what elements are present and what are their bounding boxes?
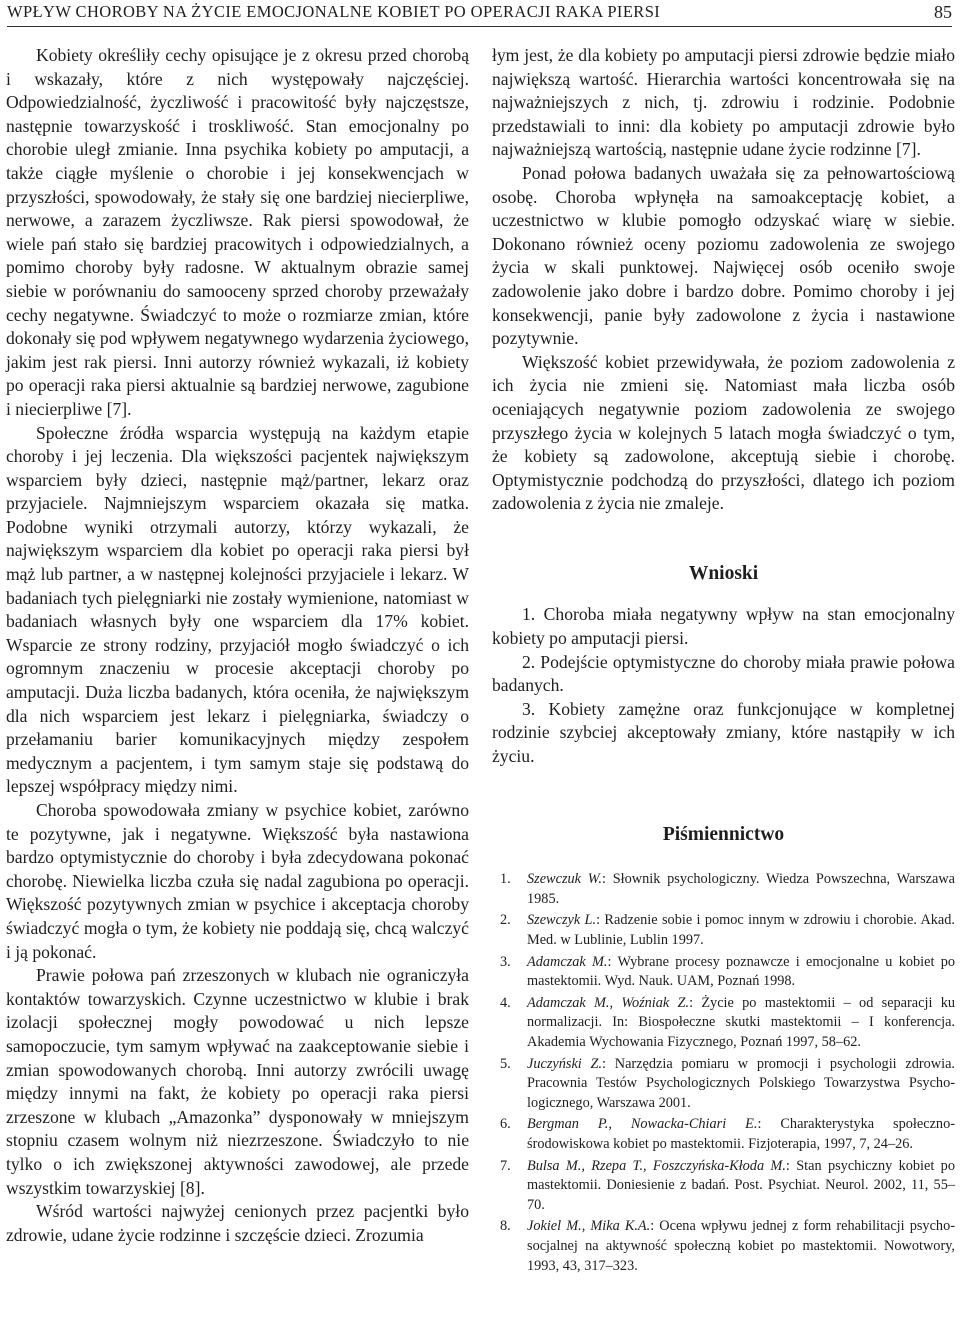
reference-number: 7. [500,1157,511,1174]
reference-author: Bergman P., Nowacka-Chiari E. [527,1116,758,1133]
conclusion-item: 1. Choroba miała negatywny wpływ na stan emocjonalny kobiety po amputacji piersi. [492,604,955,649]
reference-number: 1. [500,871,511,888]
reference-author: Adamczak M. [527,953,608,970]
references-heading: Piśmiennictwo [662,823,785,845]
reference-number: 2. [500,912,511,929]
body-paragraph: łym jest, że dla kobiety po amputacji piersi zdrowie będzie miało największą wartość. Hierarchia wartości koncentrowała się na najważniejszych z nich, tj. zdrowiu i rodzinie. Podobnie przedstawiali to inni: dla kobiety po amputacji zdrowie było najważniejszą wartością, następnie udane życie rodzinne [7]. [492,45,955,160]
conclusions-heading: Wnioski [688,562,759,584]
running-header [7,0,952,27]
reference-item [492,1217,955,1276]
body-paragraph: Społeczne źródła wsparcia występują na każdym etapie choroby i jej leczenia. Dla większości pacjentek największym wsparciem były dzieci, następnie mąż/partner, lekarz oraz przyjaciele. Najmniejszym wsparciem okazała się matka. Podobne wyniki otrzymali autorzy, którzy wykazali, że największym wsparciem dla kobiet po operacji raka piersi był mąż lub partner, a w następnej kolejności przyjaciele i lekarz. W badaniach tych pielęgniarki nie zostały wymienione, natomiast w badaniach własnych były one wsparciem dla 17% kobiet. Wsparcie ze strony rodziny, przyjaciół mogło świadczyć o ich ogromnym znaczeniu w procesie akceptacji choroby po amputacji. Duża liczba badanych, która oceniła, że największym dla nich wsparciem jest lekarz i pielęgniarka, świadczy o przełamaniu barier komunikacyjnych między zespołem medycznym a pacjentem, i tym samym staje się podstawą do lepszej współpracy między nimi. [6,422,469,797]
reference-author: Juczyński Z. [527,1055,603,1072]
body-paragraph: Kobiety określiły cechy opisujące je z okresu przed chorobą i wskazały, które z nich występowały najczęściej. Odpowiedzialność, życzliwość i pracowitość były najczęstsze, następnie towarzyskość i troskliwość. Stan emocjonalny po chorobie uległ zmianie. Inna psychika kobiety po amputacji, a także ciągłe myślenie o chorobie i jej konsekwencjach w przyszłości, spowodowały, że stały się one bardziej niecierpliwe, nerwowe, a zarazem życzliwsze. Rak piersi spowodował, że wiele pań stało się bardziej pracowitych i odpowiedzialnych, a pomimo choroby były radosne. W aktualnym obrazie samej siebie w porównaniu do samooceny sprzed choroby przeważały cechy negatywne. Świadczyć to może o rozmiarze zmian, które dokonały się pod wpływem negatywnego wydarzenia życiowego, jakim jest rak piersi. Inni autorzy również wykazali, iż kobiety po operacji raka piersi aktualnie są bardziej nerwowe, zagubione i niecierpliwe [7]. [6,45,469,419]
body-paragraph: Większość kobiet przewidywała, że poziom zadowolenia z ich życia nie zmieni się. Natomiast mała liczba osób oceniających negatywnie poziom zadowolenia ze swojego przyszłego życia w kolejnych 5 latach mogła świadczyć o tym, że kobiety są zadowolone, akceptują siebie i chorobę. Optymistycznie podchodzą do przyszłości, dlatego ich poziom zadowolenia z życia nie zmaleje. [492,351,955,514]
reference-text: : Wybrane procesy poznawcze i emocjonalne u kobiet po mastektomii. Wyd. Nauk. UAM, Poznań 1998. [527,953,955,990]
references-list [492,870,955,1276]
reference-number: 8. [500,1218,511,1235]
reference-item [492,953,955,992]
reference-text: : Narzędzia pomiaru w promocji i psychologii zdrowia. Pracownia Testów Psychologicznych Polskiego Towarzystwa Psychologicznego, Warszawa 2001. [527,1055,955,1111]
page-number: 85 [934,2,952,22]
reference-text: : Radzenie sobie i pomoc innym w zdrowiu i chorobie. Akad. Med. w Lublinie, Lublin 1997. [527,912,955,948]
reference-item [492,1157,955,1216]
right-column [492,44,955,1278]
left-column [6,44,469,1247]
reference-text: : Słownik psychologiczny. Wiedza Powszechna, Warszawa 1985. [527,871,956,907]
reference-author: Adamczak M., Woźniak Z. [527,994,690,1011]
reference-text: : Ocena wpływu jednej z form rehabilitacji psychosocjalnej na aktywność społeczną kobiet po mastektomii. Nowotwory, 1993, 43, 317–323. [527,1218,955,1274]
reference-item [492,1115,955,1154]
body-paragraph: Choroba spowodowała zmiany w psychice kobiet, zarówno te pozytywne, jak i negatywne. Większość była nastawiona bardzo optymistycznie do choroby i była zdecydowana pokonać chorobę. Niewielka liczba czuła się nadal zagubiona po operacji. Większość pozytywnych zmian w psychice i akceptacja choroby świadczyć mogła o tym, że kobiety nie poddają się, chcą walczyć i ją pokonać. [6,800,469,962]
reference-author: Jokiel M., Mika K.A. [527,1218,651,1235]
body-paragraph: Prawie połowa pań zrzeszonych w klubach nie ograniczyła kontaktów towarzyskich. Czynne uczestnictwo w klubie i brak izolacji społecznej mogły powodować u nich lepsze samopoczucie, tym samym wpływać na zaakceptowanie siebie i zmian spowodowanych chorobą. Inni autorzy zwrócili uwagę między innymi na fakt, że kobiety po operacji raka piersi zrzeszone w klubach „Amazonka” dysponowały w mniejszym stopniu czasem wolnym niż niezrzeszone. Świadczyło to nie tylko o ich zwiększonej aktywności zawodowej, ale przede wszystkim towarzyskiej [8]. [6,965,469,1198]
reference-number: 4. [500,994,511,1011]
conclusion-item: 3. Kobiety zamężne oraz funkcjonujące w kompletnej rodzinie szybciej akceptowały zmiany, które nastąpiły w ich życiu. [492,698,955,767]
running-title: WPŁYW CHOROBY NA ŻYCIE EMOCJONALNE KOBIET PO OPERACJI RAKA PIERSI [7,2,661,21]
reference-text: : Charakterystyka społeczno-środowiskowa kobiet po mastektomii. Fizjoterapia, 1997, 7, 24–26. [527,1116,955,1152]
reference-item [492,994,955,1053]
reference-item [492,911,955,950]
reference-item [492,1055,955,1114]
reference-author: Bulsa M., Rzepa T., Foszczyńska-Kłoda M. [527,1157,786,1174]
reference-number: 6. [500,1116,511,1133]
reference-text: : Życie po mastektomii – od separacji ku normalizacji. In: Biospołeczne skutki mastektomii – I konferencja. Akademia Wychowania Fizycznego, Poznań 1997, 58–62. [527,994,955,1050]
reference-number: 5. [500,1055,511,1072]
body-paragraph: Ponad połowa badanych uważała się za pełnowartościową osobę. Choroba wpłynęła na samoakceptację kobiet, a uczestnictwo w klubie pomogło odzyskać wiarę w siebie. Dokonano również oceny poziomu zadowolenia ze swojego życia w skali punktowej. Najwięcej osób oceniło swoje zadowolenie jako dobre i bardzo dobre. Pomimo choroby i jej konsekwencji, panie były zadowolone z życia i nastawione pozytywnie. [492,162,955,349]
reference-text: : Stan psychiczny kobiet po mastektomii. Doniesienie z badań. Post. Psychiat. Neurol. 2002, 11, 55–70. [527,1157,955,1213]
conclusions-list [492,603,955,768]
conclusion-item: 2. Podejście optymistyczne do choroby miała prawie połowa badanych. [492,651,955,696]
reference-item [492,870,955,909]
reference-number: 3. [500,953,511,970]
reference-author: Szewczuk W. [527,871,602,888]
reference-author: Szewczyk L. [527,912,597,929]
body-paragraph: Wśród wartości najwyżej cenionych przez pacjentki było zdrowie, udane życie rodzinne i szczęście dzieci. Zrozumia [6,1201,469,1245]
